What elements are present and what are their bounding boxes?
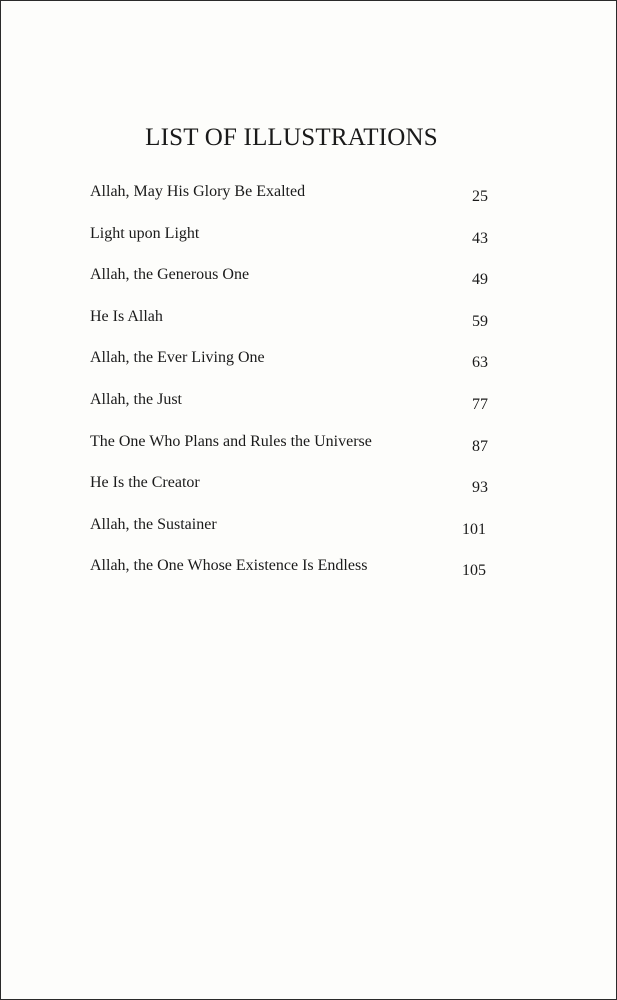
page-number: 43 — [472, 229, 488, 247]
page-number: 87 — [472, 437, 488, 455]
page-number: 63 — [472, 354, 488, 372]
page-number: 93 — [472, 479, 488, 497]
list-item — [90, 304, 510, 346]
illustrations-list — [90, 179, 510, 595]
list-item — [90, 345, 510, 387]
illustration-title: Allah, the Just — [90, 390, 182, 408]
page-number: 105 — [462, 562, 486, 580]
list-item — [90, 179, 510, 221]
illustration-title: Allah, the Generous One — [90, 266, 250, 284]
page-number: 59 — [472, 312, 488, 330]
page-number: 49 — [472, 271, 488, 289]
list-item — [90, 429, 510, 471]
list-item — [90, 221, 510, 263]
page-number: 101 — [462, 520, 486, 538]
list-item — [90, 512, 510, 554]
illustration-title: Allah, the Ever Living One — [90, 349, 265, 367]
illustration-title: The One Who Plans and Rules the Universe — [90, 432, 372, 450]
page-title: LIST OF ILLUSTRATIONS — [145, 124, 438, 151]
illustration-title: He Is Allah — [90, 307, 163, 325]
list-item — [90, 262, 510, 304]
list-item — [90, 387, 510, 429]
page-number: 25 — [472, 188, 488, 205]
list-item — [90, 470, 510, 512]
illustration-title: Light upon Light — [90, 224, 200, 242]
page-number: 77 — [472, 395, 488, 413]
illustration-title: Allah, May His Glory Be Exalted — [90, 183, 306, 200]
illustration-title: Allah, the Sustainer — [90, 515, 217, 533]
list-item — [90, 553, 510, 595]
illustration-title: He Is the Creator — [90, 474, 200, 492]
illustration-title: Allah, the One Whose Existence Is Endless — [90, 557, 368, 575]
